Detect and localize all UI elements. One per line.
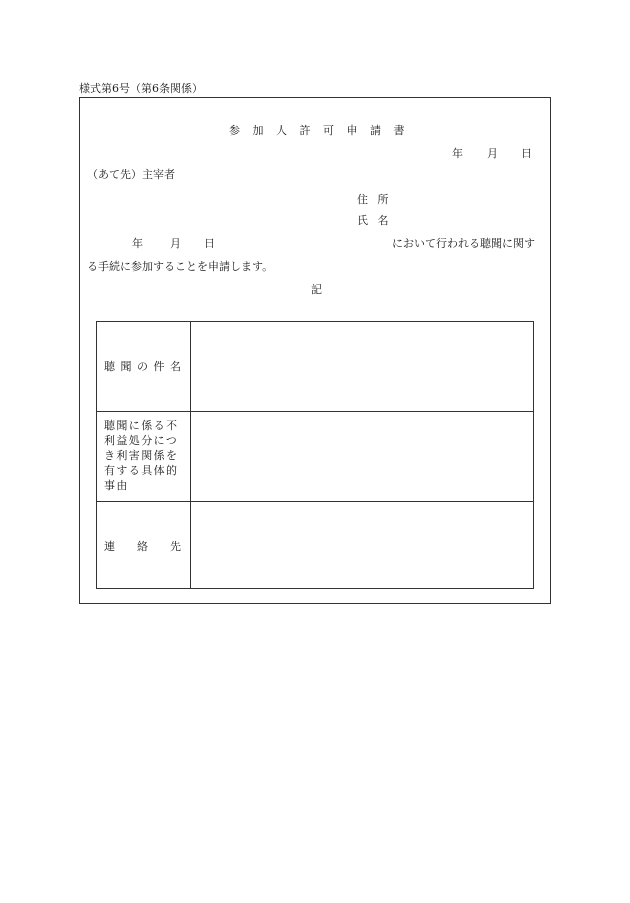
label-interest-line-1: 聴聞に係る不 [104,419,179,432]
label-case-name: 聴 聞 の 件 名 [104,360,182,373]
statement-line2: る手続に参加することを申請します。 [87,260,274,273]
header-date-year: 年 [452,147,463,160]
label-contact: 連 絡 先 [104,540,181,553]
table-row-case-name [97,322,533,411]
label-interest-line-3: き利害関係を [104,449,179,462]
recipient-line: （あて先）主宰者 [87,168,175,181]
address-label: 住 所 [357,193,392,206]
statement-line1-end: において行われる聴聞に関す [392,237,535,250]
ki-label: 記 [311,283,322,296]
value-case-name[interactable] [191,322,533,411]
label-interest-line-2: 利益処分につ [104,434,179,447]
table-row-interest-reason [97,411,533,501]
form-title: 参 加 人 許 可 申 請 書 [229,124,409,137]
name-label: 氏 名 [357,214,392,227]
statement-year: 年 [132,237,143,250]
form-number-label: 様式第6号（第6条関係） [79,82,203,95]
header-date-day: 日 [521,147,532,160]
value-contact[interactable] [191,502,533,589]
table-row-contact [97,501,533,589]
header-date-month: 月 [487,147,498,160]
label-interest-line-5: 事由 [104,479,129,492]
value-interest-reason[interactable] [191,412,533,501]
application-table [96,321,534,589]
statement-day: 日 [204,237,215,250]
statement-month: 月 [170,237,181,250]
label-interest-line-4: 有する具体的 [104,464,179,477]
